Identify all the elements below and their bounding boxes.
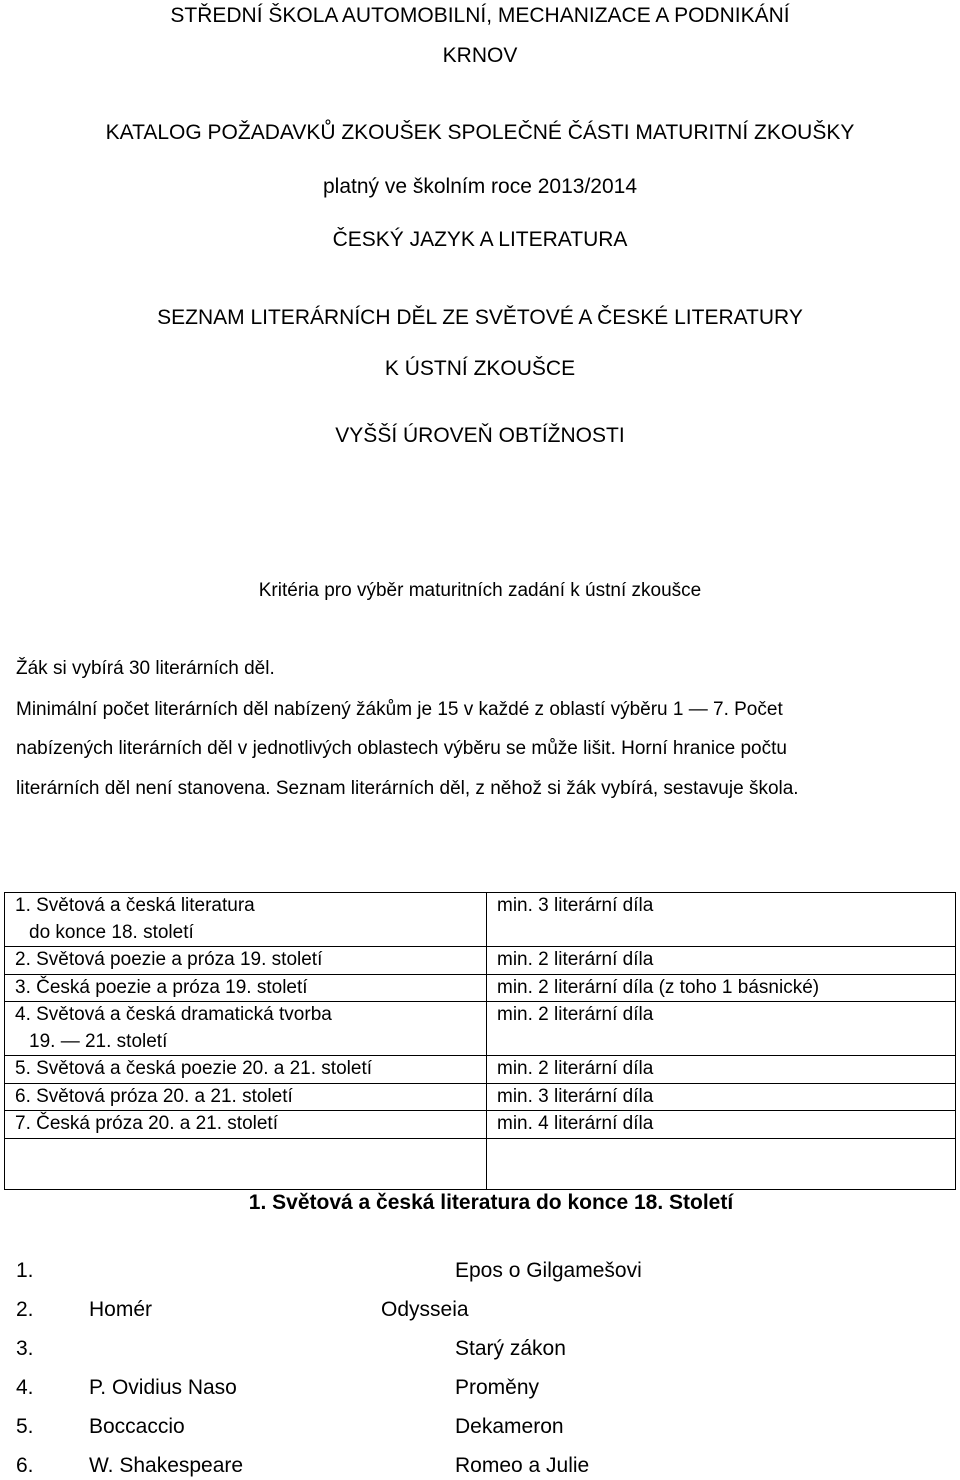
criteria-line: Minimální počet literárních děl nabízený žákům je 15 v každé z oblastí výběru 1 — 7. Počet (16, 699, 783, 720)
work-author: Boccaccio (89, 1415, 185, 1438)
table-row (5, 893, 956, 947)
area-name: 4. Světová a česká dramatická tvorba (15, 1004, 332, 1025)
area-min: min. 2 literární díla (497, 1004, 654, 1025)
work-author: W. Shakespeare (89, 1454, 244, 1477)
work-title: Odysseia (381, 1298, 469, 1321)
exam-type: K ÚSTNÍ ZKOUŠCE (384, 357, 576, 380)
work-title: Epos o Gilgamešovi (455, 1259, 642, 1282)
areas-table (4, 892, 956, 1190)
area-min: min. 4 literární díla (497, 1113, 654, 1134)
table-row (5, 1083, 956, 1111)
school-name: STŘEDNÍ ŠKOLA AUTOMOBILNÍ, MECHANIZACE A PODNIKÁNÍ (170, 4, 790, 27)
area-sub: 19. — 21. století (29, 1030, 168, 1052)
table-row-empty (5, 1138, 956, 1189)
work-author: Homér (89, 1298, 153, 1321)
work-number: 4. (16, 1376, 34, 1399)
work-number: 3. (16, 1337, 34, 1360)
table-row (5, 1002, 956, 1056)
area-name: 5. Světová a česká poezie 20. a 21. století (15, 1058, 373, 1079)
validity: platný ve školním roce 2013/2014 (322, 175, 638, 198)
work-number: 6. (16, 1454, 34, 1477)
criteria-line: nabízených literárních děl v jednotlivých oblastech výběru se může lišit. Horní hranice počtu (16, 738, 787, 759)
criteria-line: literárních děl není stanovena. Seznam literárních děl, z něhož si žák vybírá, sestavuje škola. (16, 778, 799, 799)
table-row (5, 947, 956, 975)
area-name: 2. Světová poezie a próza 19. století (15, 949, 323, 970)
city: KRNOV (442, 44, 518, 67)
criteria-line: Žák si vybírá 30 literárních děl. (16, 658, 275, 679)
work-title: Romeo a Julie (455, 1454, 590, 1477)
area-name: 6. Světová próza 20. a 21. století (15, 1085, 293, 1107)
work-title: Dekameron (455, 1415, 564, 1438)
work-author: P. Ovidius Naso (89, 1376, 237, 1399)
area-name: 7. Česká próza 20. a 21. století (15, 1113, 278, 1134)
work-number: 1. (16, 1259, 34, 1282)
table-row (5, 1056, 956, 1084)
area-min: min. 2 literární díla (z toho 1 básnické) (497, 976, 820, 998)
area-name: 3. Česká poezie a próza 19. století (15, 976, 308, 998)
table-row (5, 974, 956, 1002)
area-name: 1. Světová a česká literatura (15, 895, 255, 916)
area-min: min. 2 literární díla (497, 1058, 654, 1079)
work-title: Starý zákon (455, 1337, 566, 1360)
table-row (5, 1111, 956, 1139)
area-min: min. 3 literární díla (497, 895, 654, 916)
catalog-title: KATALOG POŽADAVKŮ ZKOUŠEK SPOLEČNÉ ČÁSTI MATURITNÍ ZKOUŠKY (105, 121, 855, 144)
area-min: min. 2 literární díla (497, 949, 654, 970)
work-number: 2. (16, 1298, 34, 1321)
area-min: min. 3 literární díla (497, 1085, 654, 1107)
criteria-title: Kritéria pro výběr maturitních zadání k ústní zkoušce (258, 580, 702, 601)
list-title: SEZNAM LITERÁRNÍCH DĚL ZE SVĚTOVÉ A ČESKÉ LITERATURY (157, 306, 803, 329)
subject: ČESKÝ JAZYK A LITERATURA (332, 228, 628, 251)
work-title: Proměny (455, 1376, 540, 1399)
section-heading: 1. Světová a česká literatura do konce 18. Století (248, 1191, 734, 1214)
work-number: 5. (16, 1415, 34, 1438)
difficulty-level: VYŠŠÍ ÚROVEŇ OBTÍŽNOSTI (335, 424, 625, 447)
area-sub: do konce 18. století (29, 921, 194, 943)
